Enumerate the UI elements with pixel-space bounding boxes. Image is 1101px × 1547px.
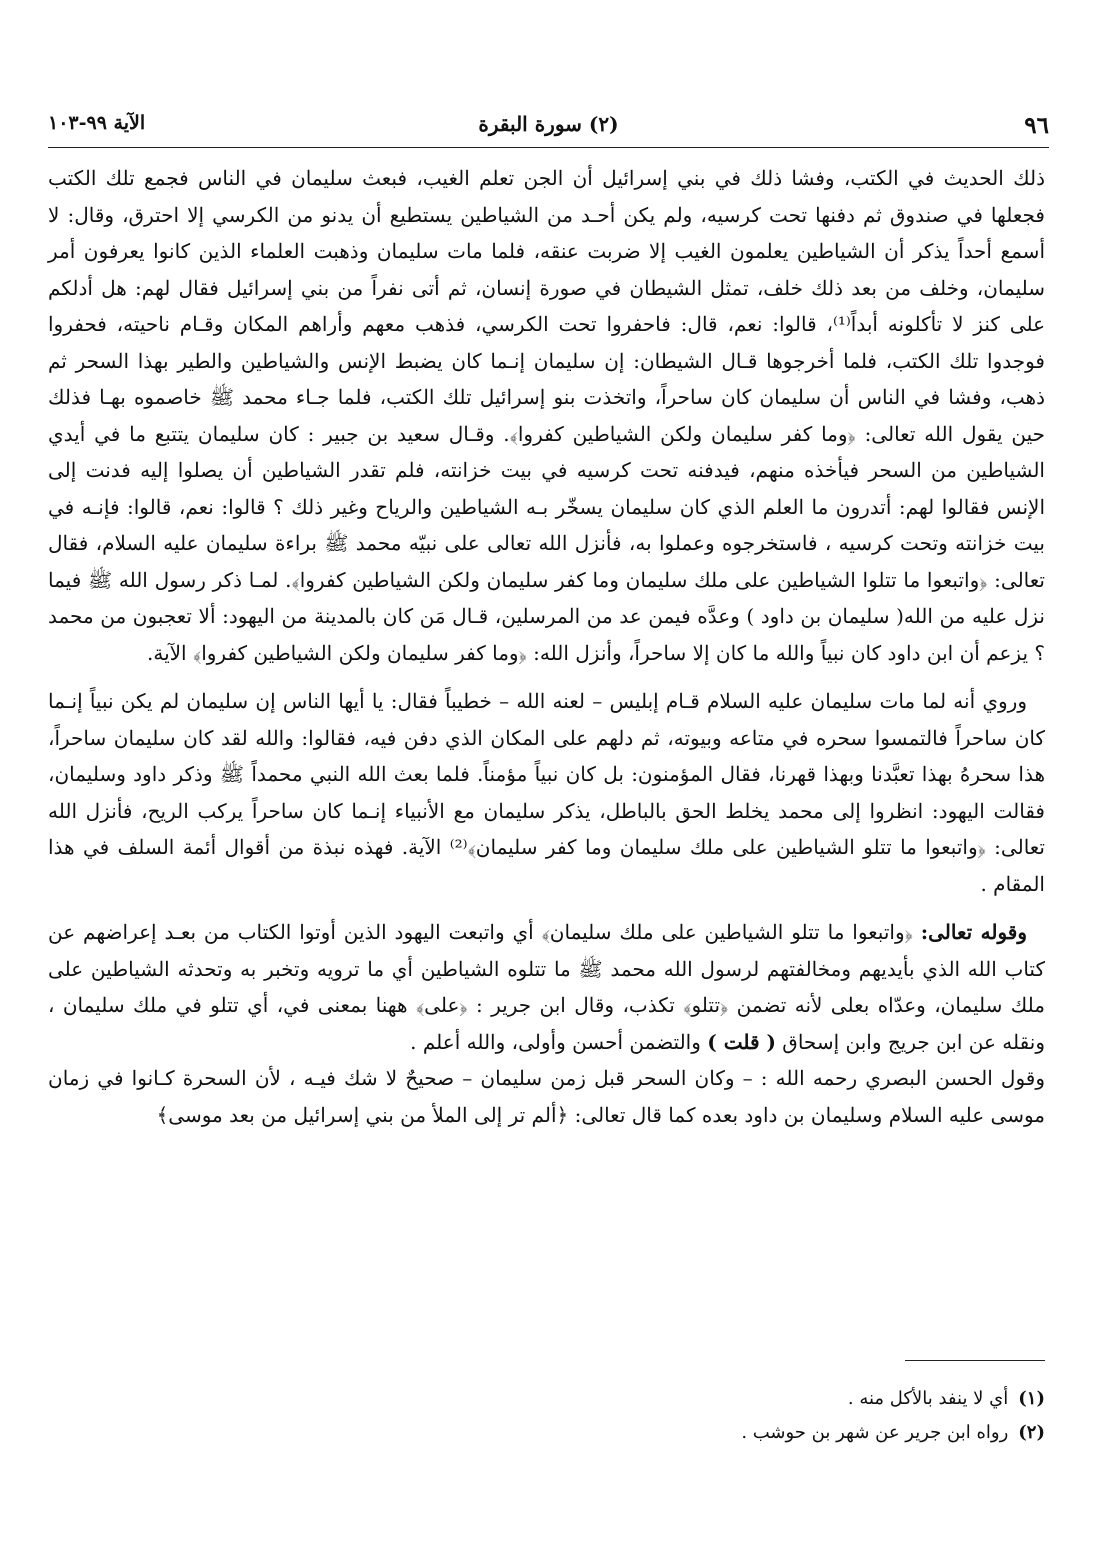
footnote-text: أي لا ينفد بالأكل منه . — [847, 1388, 1009, 1409]
paragraph-text: والتضمن أحسن وأولى، والله أعلم . — [410, 1029, 708, 1054]
paragraph: وروي أنه لما مات سليمان عليه السلام قـام إبليس – لعنه الله – خطيباً فقال: يا أيها الناس إن سليمان لم يكن نبياً إنـما كان ساحراً فالتمسوا سحره في متاعه وبيوته، ثم دلهم على المكان الذي دفن فيه، فقالوا: والله لقد كان سليمان ساحراً، هذا سحرهُ بهذا تعبَّدنا وبهذا قهرنا، فقال المؤمنون: بل كان نبياً مؤمناً. فلما بعث الله النبي محمداً ﷺ وذكر داود وسليمان، فقالت اليهود: انظروا إلى محمد يخلط الحق بالباطل، يذكر سليمان مع الأنبياء إنـما كان ساحراً يركب الريح، فأنزل الله تعالى: ﴿واتبعوا ما تتلو الشياطين على ملك سليمان وما كفر سليمان﴾⁽²⁾ الآية. فهذه نبذة من أقوال أئمة السلف في هذا المقام . — [48, 689, 1045, 896]
page-header — [48, 112, 1049, 144]
footnote-number: (٢) — [1018, 1422, 1045, 1443]
paragraph: وقول الحسن البصري رحمه الله : – وكان السحر قبل زمن سليمان – صحيحٌ لا شك فيـه ، لأن السحرة كـانوا في زمان موسى عليه السلام وسليمان بن داود بعده كما قال تعالى: ﴿ألم تر إلى الملأ من بني إسرائيل من بعد موسى﴾ — [48, 1066, 1045, 1127]
footnote-number: (١) — [1018, 1388, 1045, 1409]
footnote — [48, 1416, 1045, 1450]
ayah-range: الآية ٩٩-١٠٣ — [48, 112, 146, 134]
footnote — [48, 1382, 1045, 1416]
paragraph: ذلك الحديث في الكتب، وفشا ذلك في بني إسرائيل أن الجن تعلم الغيب، فبعث سليمان في الناس فجمع تلك الكتب فجعلها في صندوق ثم دفنها تحت كرسيه، ولم يكن أحـد من الشياطين يستطيع أن يدنو من الكرسي إلا احترق، وقال: لا أسمع أحداً يذكر أن الشياطين يعلمون الغيب إلا ضربت عنقه، فلما مات سليمان وذهبت العلماء الذين كانوا يعرفون أمر سليمان، وخلف من بعد ذلك خلف، تمثل الشيطان في صورة إنسان، ثم أتى نفراً من بني إسرائيل فقال لهم: هل أدلكم على كنز لا تأكلونه أبداً⁽¹⁾، قالوا: نعم، قال: فاحفروا تحت الكرسي، فذهب معهم وأراهم المكان وقـام ناحيته، فحفروا فوجدوا تلك الكتب، فلما أخرجوها قـال الشيطان: إن سليمان إنـما كان يضبط الإنس والشياطين والطير بهذا السحر ثم ذهب، وفشا في الناس أن سليمان كان ساحراً، واتخذت بنو إسرائيل تلك الكتب، فلما جـاء محمد ﷺ خاصموه بهـا فذلك حين يقول الله تعالى: ﴿وما كفر سليمان ولكن الشياطين كفروا﴾. وقـال سعيد بن جبير : كان سليمان يتتبع ما في أيدي الشياطين من السحر فيأخذه منهم، فيدفنه تحت كرسيه في بيت خزانته، فلم تقدر الشياطين أن يصلوا إليه فدنت إلى الإنس فقالوا لهم: أتدرون ما العلم الذي كان سليمان يسخّر بـه الشياطين والرياح وغير ذلك ؟ قالوا: نعم، قالوا: فإنـه في بيت خزانته وتحت كرسيه ، فاستخرجوه وعملوا به، فأنزل الله تعالى على نبيّه محمد ﷺ براءة سليمان عليه السلام، فقال تعالى: ﴿واتبعوا ما تتلوا الشياطين على ملك سليمان وما كفر سليمان ولكن الشياطين كفروا﴾. لمـا ذكر رسول الله ﷺ فيما نزل عليه من الله( سليمان بن داود ) وعدَّه فيمن عد من المرسلين، قـال مَن كان بالمدينة من اليهود: ألا تعجبون من محمد ؟ يزعم أن ابن داود كان نبياً والله ما كان إلا ساحراً، وأنزل الله: ﴿وما كفر سليمان ولكن الشياطين كفروا﴾ الآية. — [48, 166, 1046, 665]
footnotes — [48, 1382, 1045, 1450]
header-rule — [48, 147, 1049, 148]
paragraph — [48, 914, 1045, 1060]
verse-lead: وقوله تعالى: — [920, 920, 1027, 944]
paragraph-text: ﴿واتبعوا ما تتلو الشياطين على ملك سليمان﴾ أي واتبعت اليهود الذين أوتوا الكتاب من بعـد إعراضهم عن كتاب الله الذي بأيديهم ومخالفتهم لرسول الله محمد ﷺ ما تتلوه الشياطين أي ما ترويه وتخبر به وتحدثه الشياطين على ملك سليمان، وعدّاه بعلى لأنه تضمن ﴿تتلو﴾ تكذب، وقال ابن جرير : ﴿على﴾ ههنا بمعنى في، أي تتلو في ملك سليمان ، ونقله عن ابن جريج وابن إسحاق — [48, 920, 1045, 1054]
main-text — [48, 160, 1045, 1133]
qult-marker: ( قلت ) — [707, 1029, 776, 1054]
surah-title: (٢) سورة البقرة — [478, 112, 619, 136]
page-number: ٩٦ — [1024, 112, 1049, 139]
footnote-text: رواه ابن جرير عن شهر بن حوشب . — [741, 1422, 1009, 1443]
footnote-rule — [905, 1360, 1045, 1361]
